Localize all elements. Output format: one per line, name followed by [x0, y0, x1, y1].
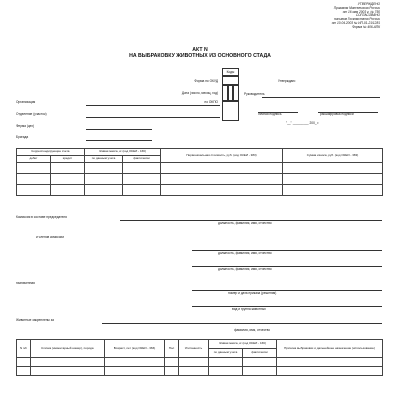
approved-line-2: от 16 мая 2003 г. № 750 [342, 9, 380, 14]
h-live-weight-2: Живая масса, кг (код ОКЕИ - 166) [209, 340, 277, 349]
h-initial-cost: Первоначальная стоимость, руб. (код ОКЕИ - 383) [161, 149, 283, 163]
h-debit: дебет [17, 156, 51, 163]
approve-date[interactable]: "__" _________ 200_ г. [286, 121, 320, 125]
assigned-label: Животные закреплены за [16, 318, 54, 322]
h-tag-breed: Кличка (инвентарный номер), порода [31, 340, 105, 358]
agreed-title: СОГЛАСОВАНО [355, 13, 380, 18]
codes-header: Коды [226, 70, 235, 74]
animals-table [16, 339, 383, 376]
okpo-label: по ОКПО [204, 100, 218, 104]
table-cell[interactable] [165, 367, 179, 376]
table-cell[interactable] [51, 185, 85, 196]
farm-label: Ферма (цех) [16, 124, 35, 128]
table-cell[interactable] [123, 185, 161, 196]
table-cell[interactable] [283, 163, 383, 174]
brigade-line[interactable] [86, 140, 152, 141]
order-line[interactable] [192, 290, 382, 291]
head-label: Руководитель [244, 92, 265, 96]
table-cell[interactable] [85, 163, 123, 174]
dept-label: Отделение (участок) [16, 112, 47, 116]
h-weight-per-doc: по данным учета [85, 156, 123, 163]
table-cell[interactable] [51, 174, 85, 185]
commission-intro: Комиссия в составе председателя [16, 215, 67, 219]
group-caption: вид и группа животных [232, 307, 266, 311]
h-age: Возраст, лет (код ОКЕИ - 366) [105, 340, 165, 358]
h-sex: Пол [165, 340, 179, 358]
table-cell[interactable] [123, 174, 161, 185]
h-weight-per-doc-2: по данным учета [209, 349, 243, 358]
chair-caption: должность, фамилия, имя, отчество [218, 221, 272, 225]
h-credit: кредит [51, 156, 85, 163]
table-cell[interactable] [209, 358, 243, 367]
table-cell[interactable] [277, 367, 383, 376]
codes-header-cell [222, 68, 239, 76]
table-cell[interactable] [161, 185, 283, 196]
table-cell[interactable] [209, 367, 243, 376]
table-cell[interactable] [17, 174, 51, 185]
table-cell[interactable] [179, 367, 209, 376]
approved-line-1: Приказом Минсельхоза России [333, 5, 380, 10]
fio-caption: фамилия, имя, отчество [234, 328, 271, 332]
table-cell[interactable] [283, 185, 383, 196]
approval-block [332, 3, 380, 30]
h-weight-actual-2: фактически [243, 349, 277, 358]
table-cell[interactable] [161, 163, 283, 174]
dept-line[interactable] [86, 117, 220, 118]
assigned-line[interactable] [102, 323, 382, 324]
table-cell[interactable] [85, 185, 123, 196]
title-line-1: АКТ N [192, 47, 208, 53]
group-line[interactable] [192, 306, 382, 307]
okpo-code-cell[interactable] [222, 101, 239, 121]
signature-caption: личная подпись [258, 112, 282, 116]
h-weight-actual: фактически [123, 156, 161, 163]
h-number: N п/п [17, 340, 31, 358]
head-line [262, 97, 380, 98]
farm-line[interactable] [86, 129, 152, 130]
brigade-label: Бригада [16, 135, 29, 139]
table-cell[interactable] [31, 367, 105, 376]
table-cell[interactable] [105, 367, 165, 376]
table-cell[interactable] [165, 358, 179, 367]
table-cell[interactable] [105, 358, 165, 367]
h-corr-accounts: Корреспондирующие счета [17, 149, 85, 156]
valuation-table [16, 148, 383, 196]
okud-label: Форма по ОКУД [194, 79, 218, 83]
decoding-caption: расшифровка подписи [320, 112, 354, 116]
table-cell[interactable] [51, 163, 85, 174]
members-label: и членов комиссии [36, 235, 64, 239]
table-cell[interactable] [283, 174, 383, 185]
document-title [100, 47, 300, 59]
table-cell[interactable] [17, 358, 31, 367]
org-line[interactable] [86, 105, 220, 106]
order-caption: номер и дата приказа (решения) [228, 291, 277, 295]
table-cell[interactable] [243, 358, 277, 367]
table-cell[interactable] [17, 185, 51, 196]
table-cell[interactable] [85, 174, 123, 185]
agreed-line-2: от 10.04.2003 № ИП-01-21/1281 [331, 20, 380, 25]
member1-caption: должность, фамилия, имя, отчество [218, 251, 272, 255]
title-line-2: НА ВЫБРАКОВКУ ЖИВОТНЫХ ИЗ ОСНОВНОГО СТАДА [129, 53, 271, 59]
approved-title: УТВЕРЖДЕНО [357, 2, 380, 6]
agreed-line-1: письмом Госкомстата России [333, 17, 380, 22]
table-cell[interactable] [161, 174, 283, 185]
table-cell[interactable] [17, 367, 31, 376]
approve-label: Утверждаю: [278, 79, 296, 83]
table-cell[interactable] [277, 358, 383, 367]
h-live-weight: Живая масса, кг (код ОКЕИ - 166) [85, 149, 161, 156]
table-cell[interactable] [243, 367, 277, 376]
date-label: Дата (число, месяц, год) [181, 91, 218, 95]
date-year-cell[interactable] [233, 85, 239, 101]
appointed-label: назначенная [16, 281, 35, 285]
h-amortization: Сумма износа, руб. (код ОКЕИ - 383) [283, 149, 383, 163]
okud-code-cell[interactable] [222, 76, 239, 85]
h-fatness: Упитанность [179, 340, 209, 358]
org-label: Организация [16, 100, 36, 104]
table-cell[interactable] [17, 163, 51, 174]
member2-caption: должность, фамилия, имя, отчество [218, 267, 272, 271]
table-cell[interactable] [179, 358, 209, 367]
table-cell[interactable] [123, 163, 161, 174]
form-number: Форма № 406-АПК [352, 24, 380, 29]
h-reason: Причина выбраковки и дальнейшее назначение (использование) [277, 340, 383, 358]
table-cell[interactable] [31, 358, 105, 367]
